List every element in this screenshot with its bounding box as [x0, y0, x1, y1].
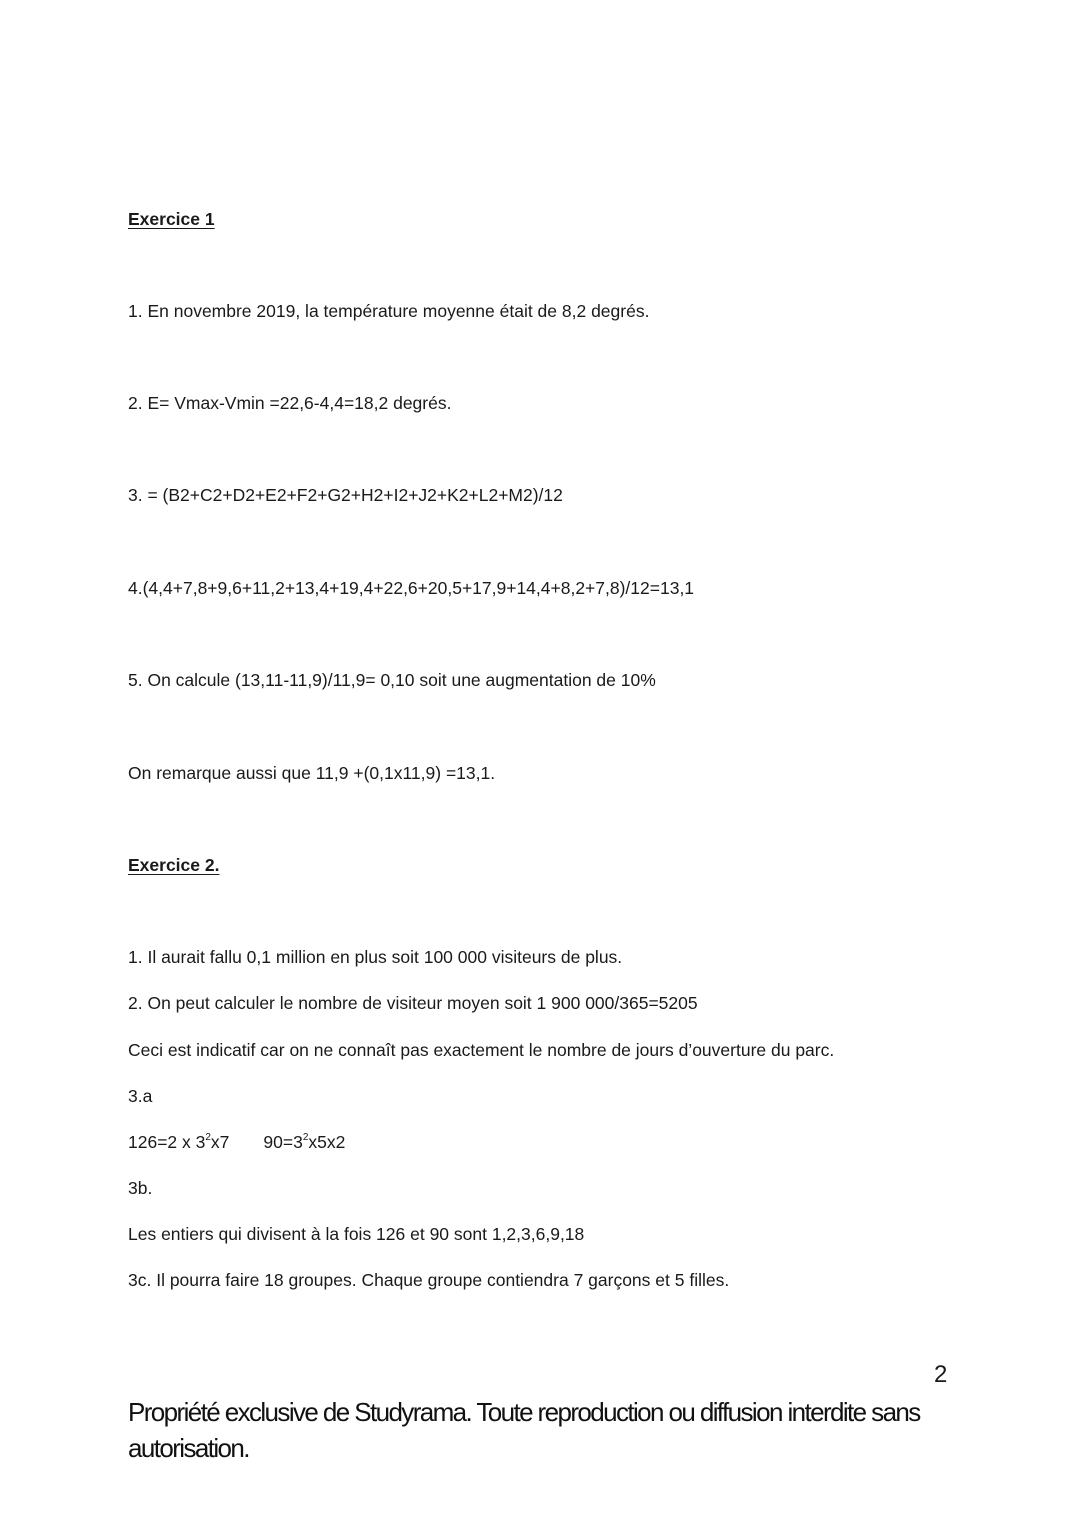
exercise-1-answer-3: 3. = (B2+C2+D2+E2+F2+G2+H2+I2+J2+K2+L2+M2)/12	[128, 485, 563, 505]
copyright-footer	[128, 1394, 928, 1466]
factorization-126: 126=2 x $3^2x7$	[128, 1132, 230, 1152]
page-number: 2	[934, 1361, 948, 1388]
footer-line-1: Propriété exclusive de Studyrama. Toute reproduction ou diffusion interdite sans	[128, 1397, 920, 1427]
exercise-1-answer-5: 5. On calcule (13,11-11,9)/11,9= 0,10 soit une augmentation de 10%	[128, 670, 656, 690]
exercise-2-answer-2-note: Ceci est indicatif car on ne connaît pas exactement le nombre de jours d’ouverture du parc.	[128, 1040, 835, 1060]
exercise-1-title: Exercice 1	[128, 209, 215, 229]
exercise-2-answer-3c: 3c. Il pourra faire 18 groupes. Chaque groupe contiendra 7 garçons et 5 filles.	[128, 1270, 730, 1290]
exercise-1-answer-2: 2. E= Vmax-Vmin =22,6-4,4=18,2 degrés.	[128, 393, 452, 413]
exercise-2-answer-3b: Les entiers qui divisent à la fois 126 et 90 sont 1,2,3,6,9,18	[128, 1224, 585, 1244]
exercise-2-answer-1: 1. Il aurait fallu 0,1 million en plus soit 100 000 visiteurs de plus.	[128, 947, 623, 967]
exercise-1-answer-4: 4.(4,4+7,8+9,6+11,2+13,4+19,4+22,6+20,5+17,9+14,4+8,2+7,8)/12=13,1	[128, 578, 695, 598]
exercise-2-answer-3a-factorizations	[128, 1131, 345, 1153]
exercise-2-answer-3b-label: 3b.	[128, 1178, 153, 1198]
factorization-90: $90=3^2x5x2$	[263, 1132, 346, 1152]
exercise-2-answer-3a-label: 3.a	[128, 1086, 153, 1106]
exercise-1-answer-1: 1. En novembre 2019, la température moyenne était de 8,2 degrés.	[128, 301, 650, 321]
footer-line-2: autorisation.	[128, 1433, 249, 1463]
exercise-2-title: Exercice 2.	[128, 855, 220, 875]
exercise-1-remark: On remarque aussi que 11,9 +(0,1x11,9) =13,1.	[128, 763, 496, 783]
exercise-2-answer-2: 2. On peut calculer le nombre de visiteur moyen soit 1 900 000/365=5205	[128, 993, 698, 1013]
